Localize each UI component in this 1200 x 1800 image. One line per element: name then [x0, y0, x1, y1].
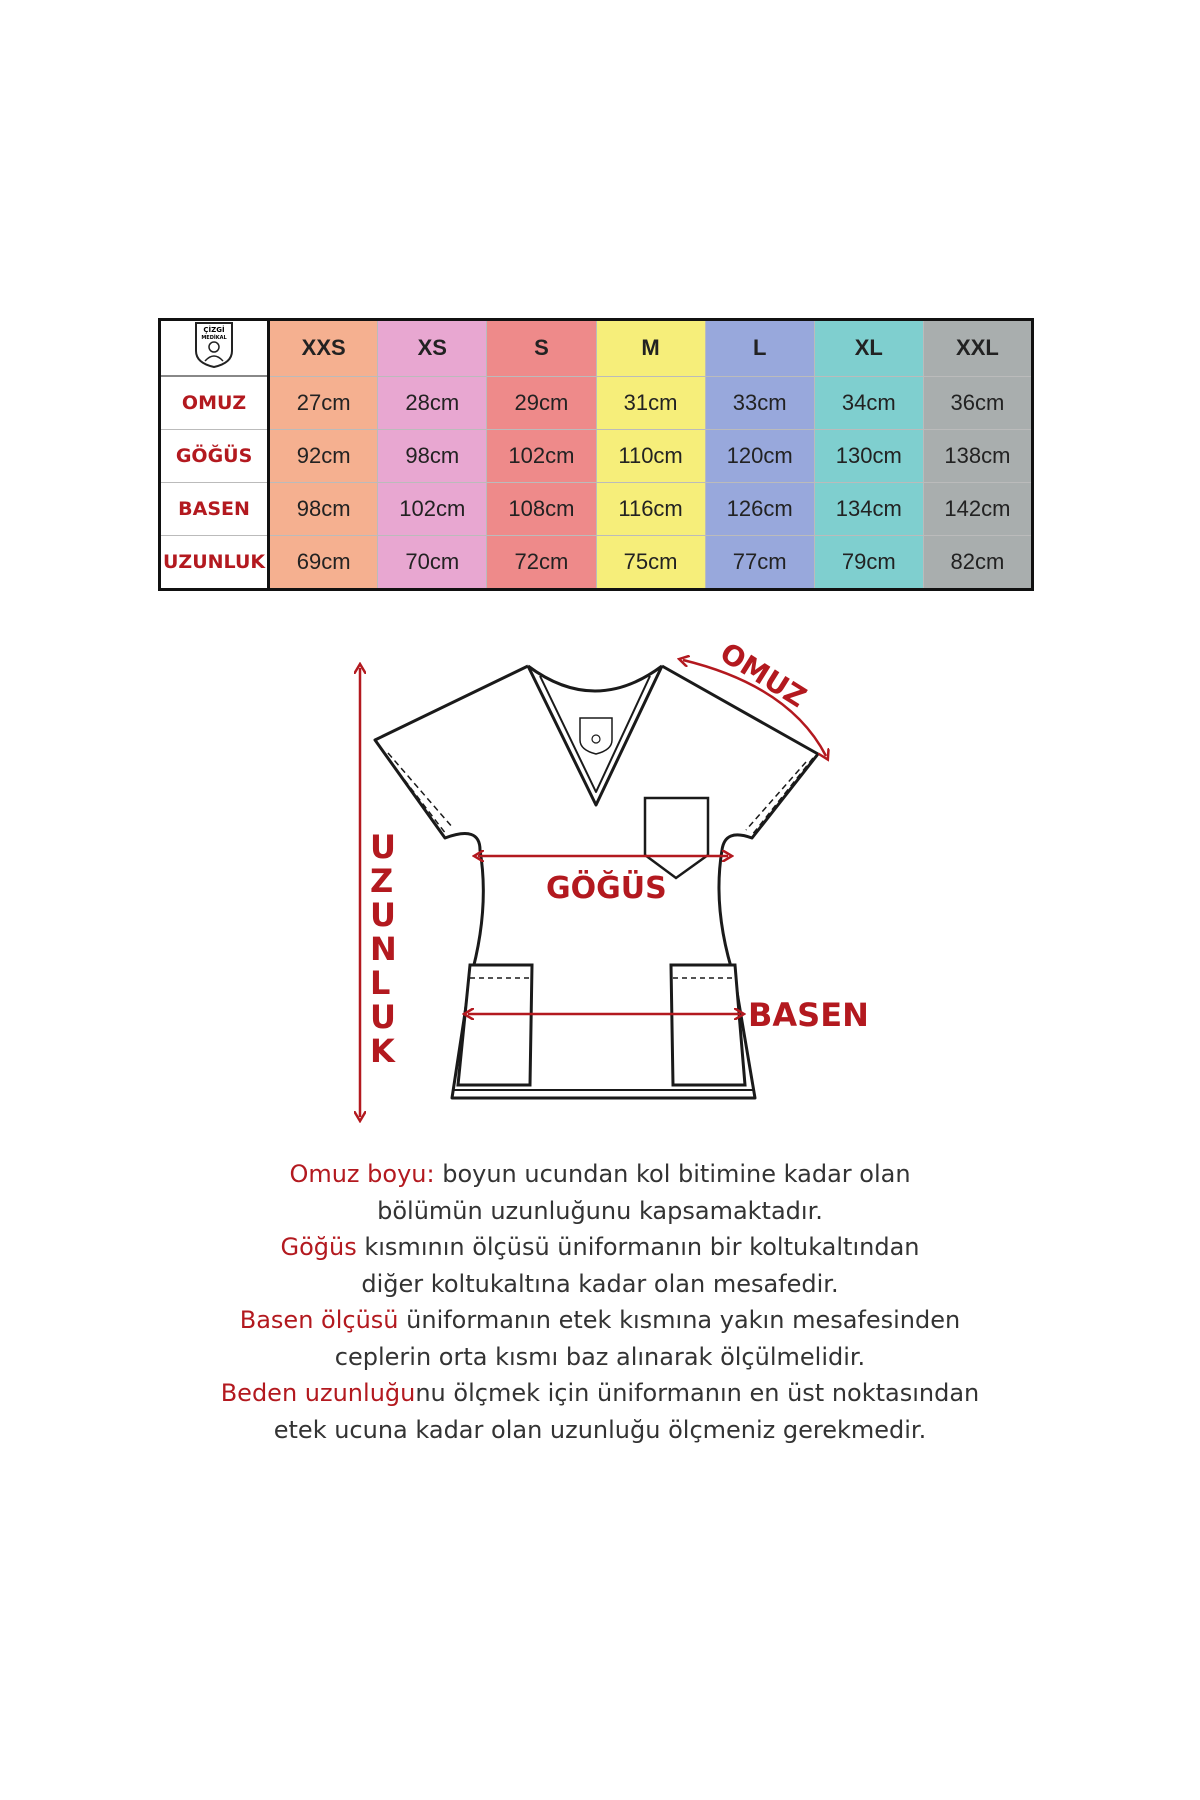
table-cell: 79cm — [814, 536, 923, 590]
table-cell: 34cm — [814, 376, 923, 430]
scrub-top-measurement-diagram — [0, 620, 1200, 1140]
lower-pockets — [458, 965, 745, 1085]
row-label-gogus: GÖĞÜS — [160, 430, 269, 483]
size-header-xxs: XXS — [269, 320, 378, 377]
uzunluk-label — [370, 828, 397, 1070]
table-cell: 69cm — [269, 536, 378, 590]
note-uzunluk-line2: etek ucuna kadar olan uzunluğu ölçmeniz gerekmedir. — [273, 1415, 927, 1444]
table-cell: 33cm — [705, 376, 814, 430]
table-cell: 110cm — [596, 430, 705, 483]
table-cell: 116cm — [596, 483, 705, 536]
note-basen — [150, 1302, 1050, 1339]
chest-pocket — [645, 798, 708, 878]
size-header-xxl: XXL — [923, 320, 1032, 377]
row-label-uzunluk: UZUNLUK — [160, 536, 269, 590]
note-gogus-line2: diğer koltukaltına kadar olan mesafedir. — [361, 1269, 839, 1298]
note-basen-line2: ceplerin orta kısmı baz alınarak ölçülmelidir. — [334, 1342, 866, 1371]
table-cell: 36cm — [923, 376, 1032, 430]
size-header-xl: XL — [814, 320, 923, 377]
uzunluk-letter: U — [370, 896, 396, 934]
table-cell: 126cm — [705, 483, 814, 536]
size-header-l: L — [705, 320, 814, 377]
note-highlight: Göğüs — [280, 1233, 357, 1261]
table-cell: 82cm — [923, 536, 1032, 590]
uzunluk-letter: N — [370, 930, 397, 968]
logo-line1: ÇİZGİ — [203, 326, 225, 334]
size-header-row — [160, 320, 1033, 377]
note-text: kısmının ölçüsü üniformanın bir koltukaltından — [356, 1233, 920, 1261]
table-cell: 72cm — [487, 536, 596, 590]
note-omuz — [150, 1156, 1050, 1193]
uzunluk-letter: U — [370, 828, 396, 866]
uzunluk-letter: U — [370, 998, 396, 1036]
table-cell: 29cm — [487, 376, 596, 430]
table-cell: 27cm — [269, 376, 378, 430]
table-cell: 134cm — [814, 483, 923, 536]
size-header-m: M — [596, 320, 705, 377]
uzunluk-letter: L — [370, 964, 391, 1002]
note-text: nu ölçmek için üniformanın en üst noktasından — [415, 1379, 980, 1407]
table-cell: 108cm — [487, 483, 596, 536]
basen-label: BASEN — [748, 996, 869, 1034]
gogus-label: GÖĞÜS — [546, 871, 667, 906]
note-gogus — [150, 1229, 1050, 1266]
table-cell: 28cm — [378, 376, 487, 430]
note-uzunluk — [150, 1375, 1050, 1412]
note-text: boyun ucundan kol bitimine kadar olan — [434, 1160, 911, 1188]
table-cell: 142cm — [923, 483, 1032, 536]
row-label-basen: BASEN — [160, 483, 269, 536]
uzunluk-letter: Z — [370, 862, 394, 900]
table-cell: 102cm — [378, 483, 487, 536]
table-cell: 92cm — [269, 430, 378, 483]
measurement-notes — [150, 1156, 1050, 1448]
table-cell: 102cm — [487, 430, 596, 483]
table-row-omuz — [160, 376, 1033, 430]
logo-line2: MEDİKAL — [201, 335, 227, 341]
neck-logo-icon — [580, 718, 612, 754]
brand-logo-cell — [160, 320, 269, 377]
table-cell: 75cm — [596, 536, 705, 590]
table-row-uzunluk — [160, 536, 1033, 590]
table-cell: 130cm — [814, 430, 923, 483]
table-cell: 31cm — [596, 376, 705, 430]
note-highlight: Basen ölçüsü — [239, 1306, 399, 1334]
table-cell: 98cm — [378, 430, 487, 483]
table-row-gogus — [160, 430, 1033, 483]
note-text: üniformanın etek kısmına yakın mesafesinden — [398, 1306, 961, 1334]
omuz-label: OMUZ — [714, 635, 813, 715]
size-header-xs: XS — [378, 320, 487, 377]
table-cell: 98cm — [269, 483, 378, 536]
brand-logo-icon — [192, 321, 236, 369]
note-highlight: Beden uzunluğu — [220, 1379, 416, 1407]
table-row-basen — [160, 483, 1033, 536]
note-highlight: Omuz boyu: — [289, 1160, 435, 1188]
table-cell: 138cm — [923, 430, 1032, 483]
table-cell: 77cm — [705, 536, 814, 590]
size-chart-table — [158, 318, 1034, 591]
table-cell: 120cm — [705, 430, 814, 483]
row-label-omuz: OMUZ — [160, 376, 269, 430]
size-header-s: S — [487, 320, 596, 377]
note-omuz-line2: bölümün uzunluğunu kapsamaktadır. — [377, 1196, 823, 1225]
uzunluk-letter: K — [370, 1032, 395, 1070]
table-cell: 70cm — [378, 536, 487, 590]
